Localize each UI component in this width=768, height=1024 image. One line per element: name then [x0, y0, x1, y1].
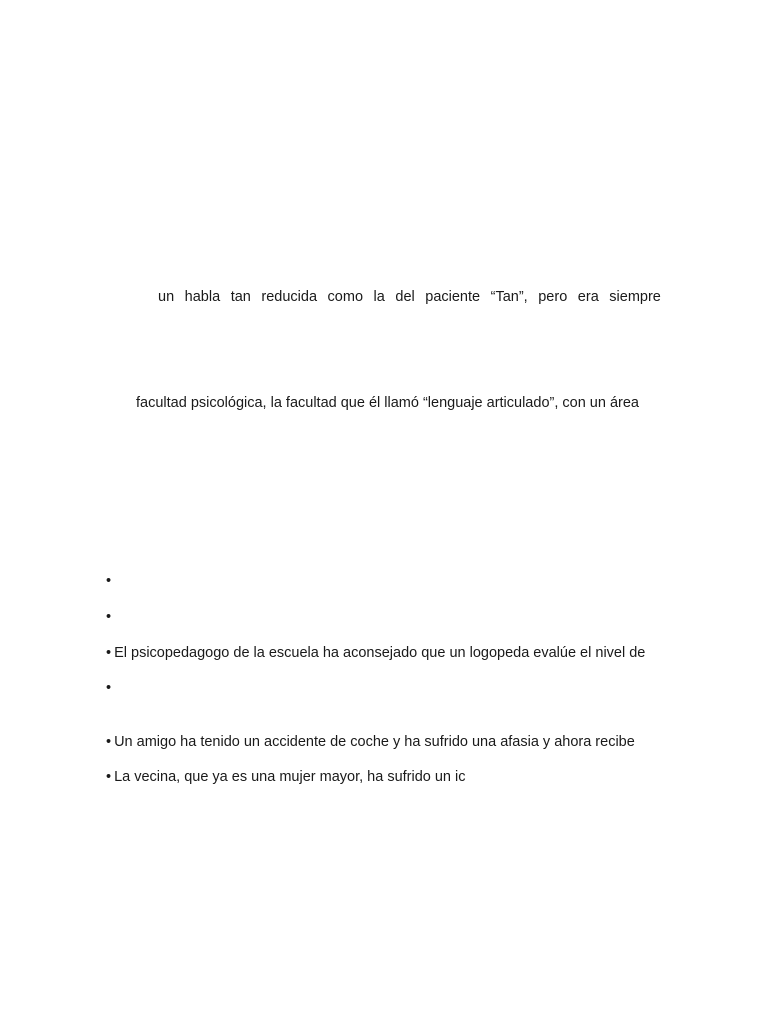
word: tan — [230, 289, 251, 305]
paragraph-line-1 — [158, 288, 661, 306]
bullet-text: El psicopedagogo de la escuela ha aconsejado que un logopeda evalúe el nivel de — [114, 645, 646, 661]
word: del — [395, 289, 415, 305]
word: era — [577, 289, 599, 305]
word: un — [158, 289, 175, 305]
word: como — [327, 289, 364, 305]
bullet-text: La vecina, que ya es una mujer mayor, ha sufrido un ic — [114, 769, 466, 785]
word: “Tan”, — [490, 289, 528, 305]
bullet-marker: • — [106, 680, 112, 696]
word: siempre — [609, 289, 661, 305]
bullet-marker: • — [106, 734, 112, 750]
word: paciente — [425, 289, 481, 305]
bullet-marker: • — [106, 769, 112, 785]
paragraph-line-2: facultad psicológica, la facultad que él llamó “lenguaje articulado”, con un área — [136, 395, 639, 411]
bullet-item — [106, 679, 114, 697]
word: habla — [184, 289, 221, 305]
word: pero — [538, 289, 568, 305]
word: reducida — [261, 289, 318, 305]
bullet-item — [106, 608, 114, 626]
word: la — [373, 289, 385, 305]
bullet-text: Un amigo ha tenido un accidente de coche y ha sufrido una afasia y ahora recibe — [114, 734, 635, 750]
bullet-marker: • — [106, 609, 112, 625]
bullet-item — [106, 644, 645, 662]
bullet-item — [106, 572, 114, 590]
bullet-item — [106, 733, 661, 751]
bullet-item — [106, 768, 466, 786]
bullet-marker: • — [106, 573, 112, 589]
bullet-marker: • — [106, 645, 112, 661]
